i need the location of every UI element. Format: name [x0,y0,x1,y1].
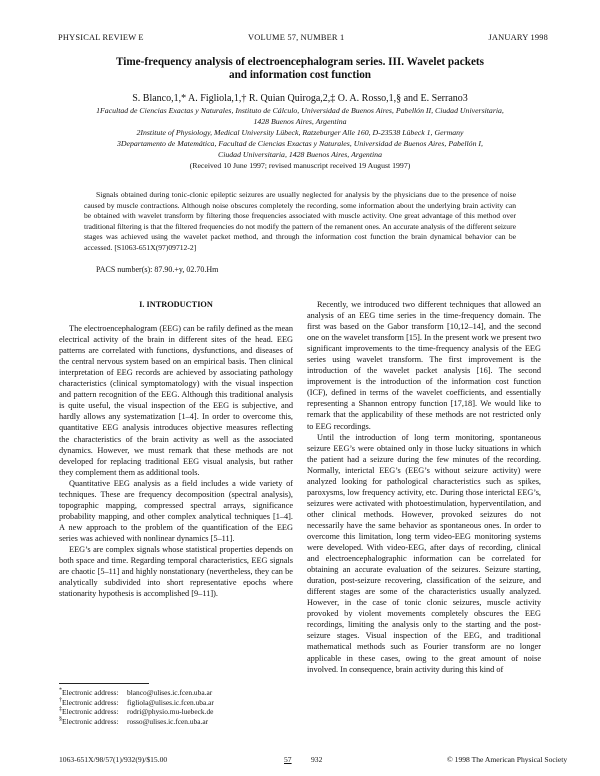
footnotes [59,688,293,726]
footnote: ‡Electronic address: rodri@physio.mu-luebeck.de [59,706,214,717]
affiliations [56,106,544,171]
affiliation-3-line-2: Ciudad Universitaria, 1428 Buenos Aires, Argentina [218,149,382,159]
journal-name: PHYSICAL REVIEW E [58,33,144,42]
left-column [59,299,293,599]
footer-volume: 57 [284,755,292,764]
article-code: 1063-651X/98/57(1)/932(9)/$15.00 [59,755,168,764]
affiliation-2: 2Institute of Physiology, Medical University Lübeck, Ratzeburger Alle 160, D-23538 Lübeck 1, Germany [136,127,464,137]
paragraph: Until the introduction of long term monitoring, spontaneous seizure EEG’s were obtained only in those lucky situations in which the patient had a seizure during the few minutes of the recording. Normally, interictal EEG’s (EEG’s without seizure activity) were analyzed looking for pathological characteristics such as spikes, paroxysms, low frequency activity, etc. During those interictal EEG’s, seizures were activated with photoestimulation, hyperventilation, and other clinical methods. However, provoked seizures do not necessarily have the same behavior as spontaneous ones. In order to overcome this limitation, long term video-EEG monitoring systems were developed. With video-EEG, after days of recording, clinical and electroencephalographic information can be correlated for obtaining an accurate evaluation of the seizures. Seizure starting, duration, post-seizure recovering, classification of the seizure, and different stages are some of the characteristics usually analyzed. However, in the case of tonic clonic seizures, muscle activity provoked by violent movements completely obscures the EEG recordings, limiting the analysis only to the starting and the post-seizure stages. Visual inspection of the EEG, and traditional mathematical methods such as Fourier transform are no longer applicable in these cases, owing to the great amount of noise involved. In consequence, brain activity during this kind of [307,432,541,674]
paragraph: The electroencephalogram (EEG) can be rafily defined as the mean electrical activity of the brain in different sites of the head. EEG patterns are correlated with functions, dysfunctions, and diseases of the central nervous system based on an empirical basis. Then clinical interpretation of EEG records are achieved by associating pathology characteristics (clinical symptomatology) with the visual inspection and pattern recognition of the EEG. Although this traditional analysis is quite useful, the visual inspection of the EEG is subjective, and hardly allows any systematization [1–4]. In order to overcome this, quantitative EEG analysis introduces objective measures reflecting the characteristics of the brain activity as well as the associated dynamics. However, we must remark that these methods are not developed for replacing traditional EEG visual analysis, but rather they complement them as additional tools. [59,324,293,477]
paragraph: EEG’s are complex signals whose statistical properties depends on both space and time. Regarding temporal characteristics, EEG signals are chaotic [5–11] and highly nonstationary (nevertheless, they can be analytically subdivided into short representative epochs where stationarity hypothesis is accomplished [9–11]). [59,544,293,599]
affiliation-1-line-1: 1Facultad de Ciencias Exactas y Naturales, Instituto de Cálculo, Universidad de Buenos Aires, Pabellón II, Ciudad Universitaria, [96,106,504,115]
paragraph: Quantitative EEG analysis as a field includes a wide variety of techniques. These are frequency decomposition (spectral analysis), topographic mapping, compressed spectral arrays, significance probability mapping, and other complex analytical techniques [1–4]. A new approach to the problem of the quantification of the EEG series was achieved with nonlinear dynamics [5–11]. [59,478,293,543]
right-column [307,299,541,675]
affiliation-1-line-2: 1428 Buenos Aires, Argentina [253,116,347,126]
footnote: §Electronic address: rosso@ulises.ic.fcen.uba.ar [59,716,209,726]
email-link[interactable]: figliola@ulises.ic.fcen.uba.ar [127,697,214,707]
volume-number: VOLUME 57, NUMBER 1 [248,33,345,42]
author-list: S. Blanco,1,* A. Figliola,1,† R. Quian Quiroga,2,‡ O. A. Rosso,1,§ and E. Serrano3 [132,93,468,104]
received-dates: (Received 10 June 1997; revised manuscript received 19 August 1997) [189,160,411,170]
affiliation-3-line-1: 3Departamento de Matemática, Facultad de Ciencias Exactas y Naturales, Universidad de Buenos Aires, Pabellón I, [117,138,483,148]
abstract: Signals obtained during tonic-clonic epileptic seizures are usually neglected for analysis by the physicians due to the presence of noise caused by muscle contractions. Although noise obscures completely the recording, some information about the underlying brain activity can be obtained with wavelet transform by filtering those frequencies associated with muscle activity. One great advantage of this method over traditional filtering is that the filtered frequencies do not modify the pattern of the remanent ones. An accurate analysis of the different seizure stages was achieved using the wavelet packet method, and through the information cost function the brain dynamical behavior can be accessed. [S1063-651X(97)09712-2] [84,190,516,252]
paper-title [60,56,540,82]
copyright: © 1998 The American Physical Society [447,755,568,764]
title-line-2: and information cost function [228,69,372,81]
paragraph: Recently, we introduced two different techniques that allowed an analysis of an EEG time series in the time-frequency domain. The first was based on the Gabor transform [10,12–14], and the second one on the wavelet transform [15]. In the present work we present two significant improvements to the time-frequency analysis of the EEG series using wavelet transform. The first improvement is the introduction of the wavelet packet analysis [16]. The second improvement is the introduction of the information cost function (ICF), defined in terms of the wavelet coefficients, and essentially representing a Shannon entropy function [17,18]. We would like to remark that the applicability of these methods are not restricted only to EEG recordings. [307,300,541,431]
title-line-1: Time-frequency analysis of electroencephalogram series. III. Wavelet packets [115,56,484,68]
issue-date: JANUARY 1998 [488,33,548,42]
section-heading: I. INTRODUCTION [139,300,213,309]
page-number: 932 [311,755,323,764]
email-link[interactable]: blanco@ulises.ic.fcen.uba.ar [127,688,213,697]
pacs-numbers: PACS number(s): 87.90.+y, 02.70.Hm [96,265,219,274]
footnote: †Electronic address: figliola@ulises.ic.fcen.uba.ar [59,697,214,707]
footnote-divider [59,683,149,684]
email-link[interactable]: rosso@ulises.ic.fcen.uba.ar [127,716,209,726]
email-link[interactable]: rodri@physio.mu-luebeck.de [127,707,214,717]
footnote: *Electronic address: blanco@ulises.ic.fcen.uba.ar [59,687,213,697]
